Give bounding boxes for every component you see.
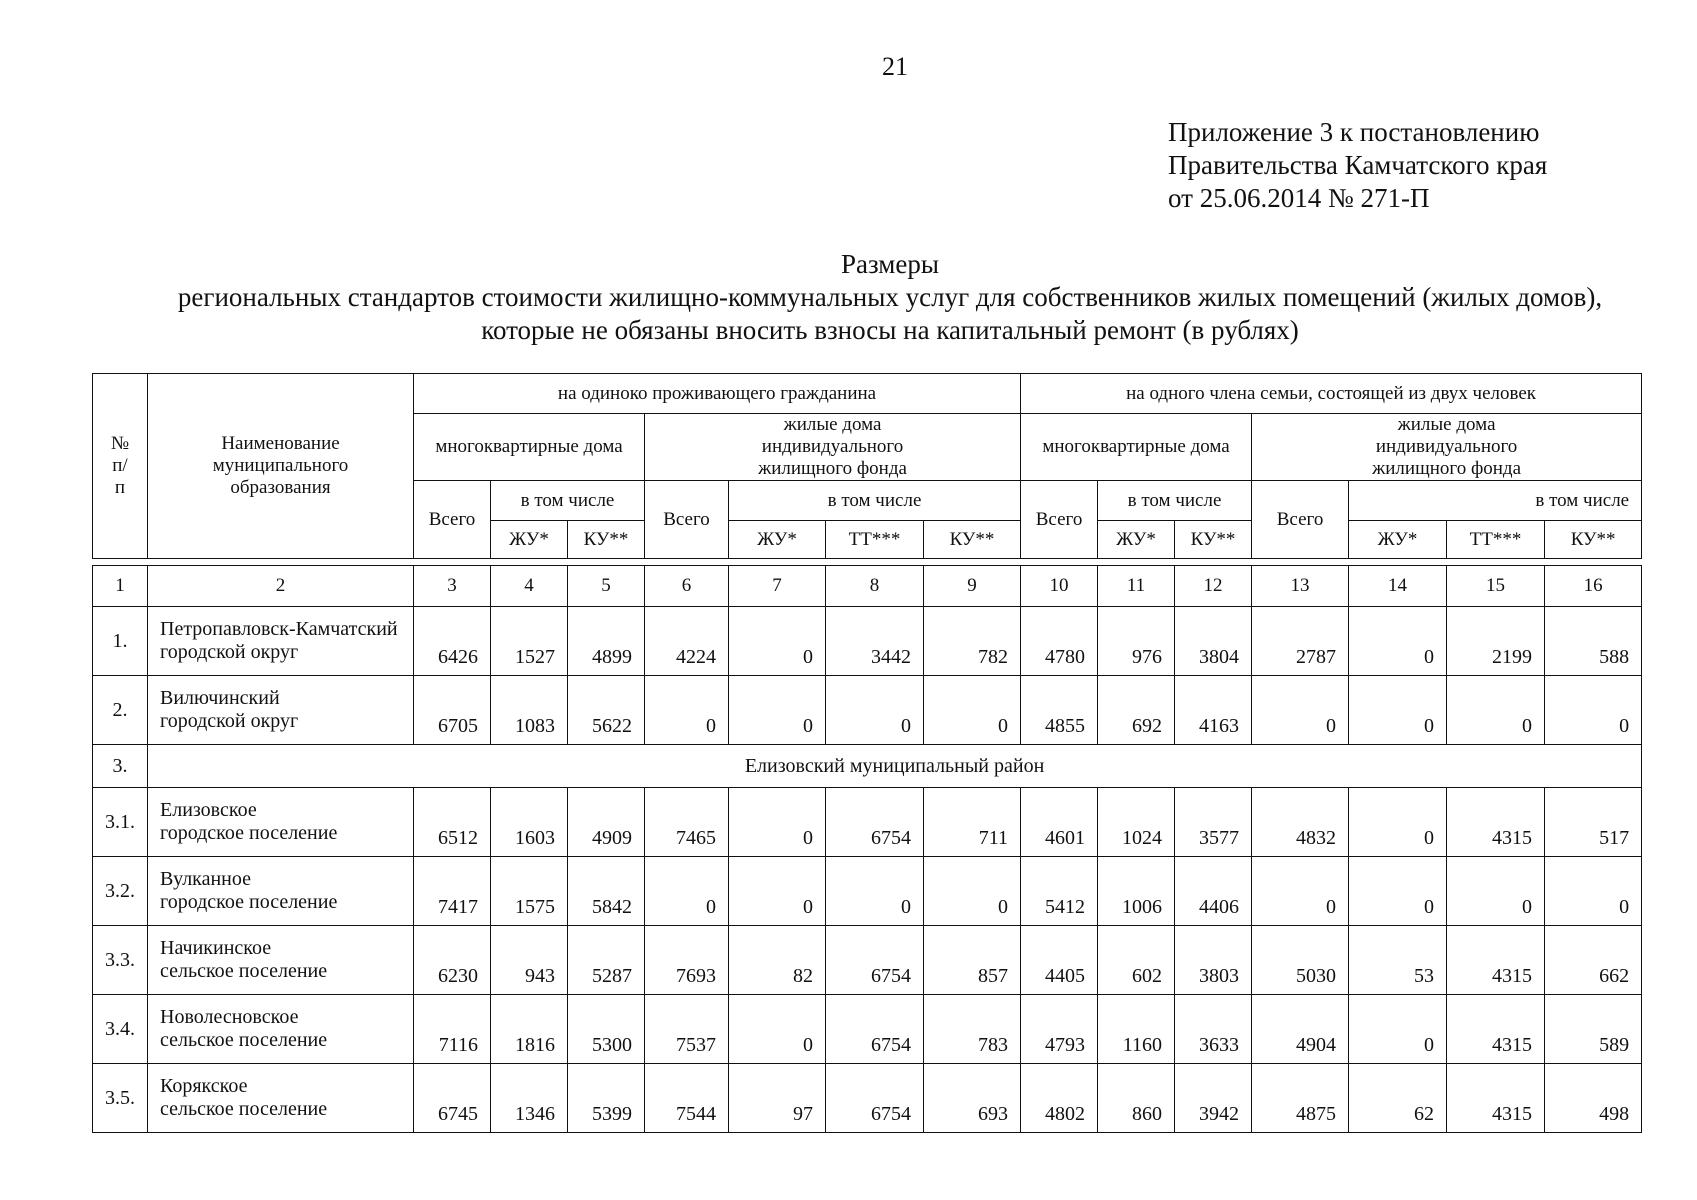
header-total-6: Всего xyxy=(645,481,729,559)
header-num: № п/п xyxy=(93,374,148,559)
value-cell: 5300 xyxy=(568,995,645,1064)
header-zhu-7: ЖУ* xyxy=(729,521,826,559)
header-total-13: Всего xyxy=(1252,481,1349,559)
value-cell: 6512 xyxy=(414,788,491,857)
header-ku-16: КУ** xyxy=(1545,521,1642,559)
header-incl-1: в том числе xyxy=(491,481,645,521)
header-name: Наименование муниципального образования xyxy=(148,374,414,559)
municipality-name xyxy=(148,1064,414,1133)
value-cell: 4793 xyxy=(1021,995,1098,1064)
value-cell: 711 xyxy=(924,788,1021,857)
value-cell: 6754 xyxy=(826,926,924,995)
header-ku-9: КУ** xyxy=(924,521,1021,559)
value-cell: 4315 xyxy=(1447,995,1545,1064)
value-cell: 0 xyxy=(1545,857,1642,926)
value-cell: 2199 xyxy=(1447,607,1545,676)
header-zhu-4: ЖУ* xyxy=(491,521,568,559)
value-cell: 860 xyxy=(1098,1064,1175,1133)
value-cell: 0 xyxy=(826,676,924,745)
header-incl-4: в том числе xyxy=(1349,481,1642,521)
value-cell: 4224 xyxy=(645,607,729,676)
value-cell: 602 xyxy=(1098,926,1175,995)
value-cell: 1160 xyxy=(1098,995,1175,1064)
column-number: 10 xyxy=(1021,566,1098,607)
header-izhs-1: жилые дома индивидуального жилищного фонда xyxy=(645,414,1021,481)
value-cell: 82 xyxy=(729,926,826,995)
document-title xyxy=(100,248,1680,347)
value-cell: 5030 xyxy=(1252,926,1349,995)
column-number: 4 xyxy=(491,566,568,607)
value-cell: 7693 xyxy=(645,926,729,995)
appendix-line-3: от 25.06.2014 № 271-П xyxy=(1168,183,1430,213)
value-cell: 1346 xyxy=(491,1064,568,1133)
municipality-name-line-1: Корякское xyxy=(160,1075,248,1097)
value-cell: 976 xyxy=(1098,607,1175,676)
value-cell: 3803 xyxy=(1175,926,1252,995)
column-number: 5 xyxy=(568,566,645,607)
municipality-name xyxy=(148,607,414,676)
column-number: 11 xyxy=(1098,566,1175,607)
value-cell: 4802 xyxy=(1021,1064,1098,1133)
municipality-name-line-2: городской округ xyxy=(160,641,299,663)
section-row xyxy=(93,745,1642,788)
column-number: 1 xyxy=(93,566,148,607)
value-cell: 7116 xyxy=(414,995,491,1064)
value-cell: 0 xyxy=(645,857,729,926)
header-tt-8: ТТ*** xyxy=(826,521,924,559)
value-cell: 53 xyxy=(1349,926,1447,995)
value-cell: 1083 xyxy=(491,676,568,745)
value-cell: 0 xyxy=(924,857,1021,926)
municipality-name-line-2: сельское поселение xyxy=(160,1098,328,1120)
value-cell: 0 xyxy=(1349,857,1447,926)
municipality-name-line-1: Петропавловск-Камчатский xyxy=(160,618,398,640)
column-number: 6 xyxy=(645,566,729,607)
value-cell: 693 xyxy=(924,1064,1021,1133)
value-cell: 692 xyxy=(1098,676,1175,745)
value-cell: 4315 xyxy=(1447,1064,1545,1133)
value-cell: 4315 xyxy=(1447,788,1545,857)
value-cell: 6426 xyxy=(414,607,491,676)
value-cell: 0 xyxy=(1349,788,1447,857)
value-cell: 588 xyxy=(1545,607,1642,676)
column-number: 9 xyxy=(924,566,1021,607)
value-cell: 0 xyxy=(1545,676,1642,745)
value-cell: 1527 xyxy=(491,607,568,676)
value-cell: 97 xyxy=(729,1064,826,1133)
value-cell: 4875 xyxy=(1252,1064,1349,1133)
value-cell: 0 xyxy=(729,607,826,676)
value-cell: 4780 xyxy=(1021,607,1098,676)
value-cell: 4904 xyxy=(1252,995,1349,1064)
value-cell: 0 xyxy=(729,857,826,926)
header-total-10: Всего xyxy=(1021,481,1098,559)
title-line-3: которые не обязаны вносить взносы на капитальный ремонт (в рублях) xyxy=(481,315,1299,345)
value-cell: 4406 xyxy=(1175,857,1252,926)
table-row xyxy=(93,607,1642,676)
value-cell: 5412 xyxy=(1021,857,1098,926)
value-cell: 4601 xyxy=(1021,788,1098,857)
value-cell: 0 xyxy=(1447,857,1545,926)
value-cell: 5622 xyxy=(568,676,645,745)
value-cell: 5287 xyxy=(568,926,645,995)
table-row xyxy=(93,676,1642,745)
row-index: 3.5. xyxy=(93,1064,148,1133)
header-group-single: на одиноко проживающего гражданина xyxy=(414,374,1021,414)
table-row xyxy=(93,995,1642,1064)
header-ku-5: КУ** xyxy=(568,521,645,559)
column-number: 8 xyxy=(826,566,924,607)
appendix-line-2: Правительства Камчатского края xyxy=(1168,150,1548,180)
value-cell: 1816 xyxy=(491,995,568,1064)
value-cell: 1603 xyxy=(491,788,568,857)
value-cell: 3633 xyxy=(1175,995,1252,1064)
row-index: 3.4. xyxy=(93,995,148,1064)
header-mkd-2: многоквартирные дома xyxy=(1021,414,1252,481)
value-cell: 943 xyxy=(491,926,568,995)
appendix-line-1: Приложение 3 к постановлению xyxy=(1168,117,1540,147)
municipality-name-line-1: Елизовское xyxy=(160,799,257,821)
value-cell: 1575 xyxy=(491,857,568,926)
municipality-name xyxy=(148,857,414,926)
standards-table xyxy=(92,373,1640,1133)
value-cell: 4163 xyxy=(1175,676,1252,745)
header-ku-12: КУ** xyxy=(1175,521,1252,559)
header-incl-3: в том числе xyxy=(1098,481,1252,521)
value-cell: 7417 xyxy=(414,857,491,926)
value-cell: 4909 xyxy=(568,788,645,857)
value-cell: 0 xyxy=(1447,676,1545,745)
value-cell: 662 xyxy=(1545,926,1642,995)
value-cell: 6754 xyxy=(826,1064,924,1133)
table-row xyxy=(93,857,1642,926)
value-cell: 782 xyxy=(924,607,1021,676)
header-mkd-1: многоквартирные дома xyxy=(414,414,645,481)
value-cell: 3942 xyxy=(1175,1064,1252,1133)
municipality-name-line-2: городской округ xyxy=(160,710,299,732)
section-title: Елизовский муниципальный район xyxy=(148,745,1642,788)
header-tt-15: ТТ*** xyxy=(1447,521,1545,559)
value-cell: 3442 xyxy=(826,607,924,676)
header-zhu-11: ЖУ* xyxy=(1098,521,1175,559)
header-izhs-2: жилые дома индивидуального жилищного фонда xyxy=(1252,414,1642,481)
row-index: 3.3. xyxy=(93,926,148,995)
value-cell: 589 xyxy=(1545,995,1642,1064)
title-line-1: Размеры xyxy=(841,249,939,279)
table-row xyxy=(93,788,1642,857)
value-cell: 517 xyxy=(1545,788,1642,857)
column-number: 15 xyxy=(1447,566,1545,607)
title-line-2: региональных стандартов стоимости жилищно-коммунальных услуг для собственников жилых помещений (жилых домов), xyxy=(177,282,1603,312)
value-cell: 0 xyxy=(729,676,826,745)
value-cell: 0 xyxy=(1349,995,1447,1064)
value-cell: 4832 xyxy=(1252,788,1349,857)
value-cell: 6754 xyxy=(826,788,924,857)
value-cell: 6754 xyxy=(826,995,924,1064)
table-body xyxy=(93,566,1642,1133)
value-cell: 0 xyxy=(729,995,826,1064)
municipality-name-line-1: Начикинское xyxy=(160,937,272,959)
header-zhu-14: ЖУ* xyxy=(1349,521,1447,559)
value-cell: 0 xyxy=(1349,676,1447,745)
value-cell: 4405 xyxy=(1021,926,1098,995)
value-cell: 6745 xyxy=(414,1064,491,1133)
row-index: 3.2. xyxy=(93,857,148,926)
municipality-name-line-2: сельское поселение xyxy=(160,960,328,982)
row-index: 3. xyxy=(93,745,148,788)
header-group-family: на одного члена семьи, состоящей из двух человек xyxy=(1021,374,1642,414)
value-cell: 3577 xyxy=(1175,788,1252,857)
municipality-name xyxy=(148,926,414,995)
value-cell: 7537 xyxy=(645,995,729,1064)
header-incl-2: в том числе xyxy=(729,481,1021,521)
column-number: 2 xyxy=(148,566,414,607)
municipality-name xyxy=(148,995,414,1064)
value-cell: 0 xyxy=(924,676,1021,745)
header-total-3: Всего xyxy=(414,481,491,559)
value-cell: 0 xyxy=(729,788,826,857)
value-cell: 6230 xyxy=(414,926,491,995)
column-number-row xyxy=(93,566,1642,607)
municipality-name xyxy=(148,788,414,857)
column-number: 12 xyxy=(1175,566,1252,607)
row-index: 2. xyxy=(93,676,148,745)
value-cell: 5399 xyxy=(568,1064,645,1133)
column-number: 16 xyxy=(1545,566,1642,607)
value-cell: 2787 xyxy=(1252,607,1349,676)
table-row xyxy=(93,926,1642,995)
table-header xyxy=(93,374,1642,559)
column-number: 3 xyxy=(414,566,491,607)
value-cell: 3804 xyxy=(1175,607,1252,676)
value-cell: 62 xyxy=(1349,1064,1447,1133)
value-cell: 7465 xyxy=(645,788,729,857)
page-number: 21 xyxy=(882,52,908,81)
value-cell: 4855 xyxy=(1021,676,1098,745)
value-cell: 4315 xyxy=(1447,926,1545,995)
column-number: 13 xyxy=(1252,566,1349,607)
municipality-name-line-2: сельское поселение xyxy=(160,1029,328,1051)
municipality-name-line-1: Вулканное xyxy=(160,868,251,890)
value-cell: 857 xyxy=(924,926,1021,995)
value-cell: 0 xyxy=(1252,857,1349,926)
value-cell: 0 xyxy=(1349,607,1447,676)
appendix-note xyxy=(1168,116,1547,215)
row-index: 3.1. xyxy=(93,788,148,857)
value-cell: 0 xyxy=(826,857,924,926)
value-cell: 783 xyxy=(924,995,1021,1064)
municipality-name-line-1: Новолесновское xyxy=(160,1006,299,1028)
municipality-name-line-2: городское поселение xyxy=(160,822,338,844)
row-index: 1. xyxy=(93,607,148,676)
value-cell: 4899 xyxy=(568,607,645,676)
value-cell: 1006 xyxy=(1098,857,1175,926)
value-cell: 0 xyxy=(1252,676,1349,745)
column-number: 7 xyxy=(729,566,826,607)
column-number: 14 xyxy=(1349,566,1447,607)
value-cell: 1024 xyxy=(1098,788,1175,857)
value-cell: 6705 xyxy=(414,676,491,745)
municipality-name-line-1: Вилючинский xyxy=(160,687,280,709)
value-cell: 0 xyxy=(645,676,729,745)
municipality-name xyxy=(148,676,414,745)
value-cell: 498 xyxy=(1545,1064,1642,1133)
value-cell: 5842 xyxy=(568,857,645,926)
table-row xyxy=(93,1064,1642,1133)
value-cell: 7544 xyxy=(645,1064,729,1133)
municipality-name-line-2: городское поселение xyxy=(160,891,338,913)
